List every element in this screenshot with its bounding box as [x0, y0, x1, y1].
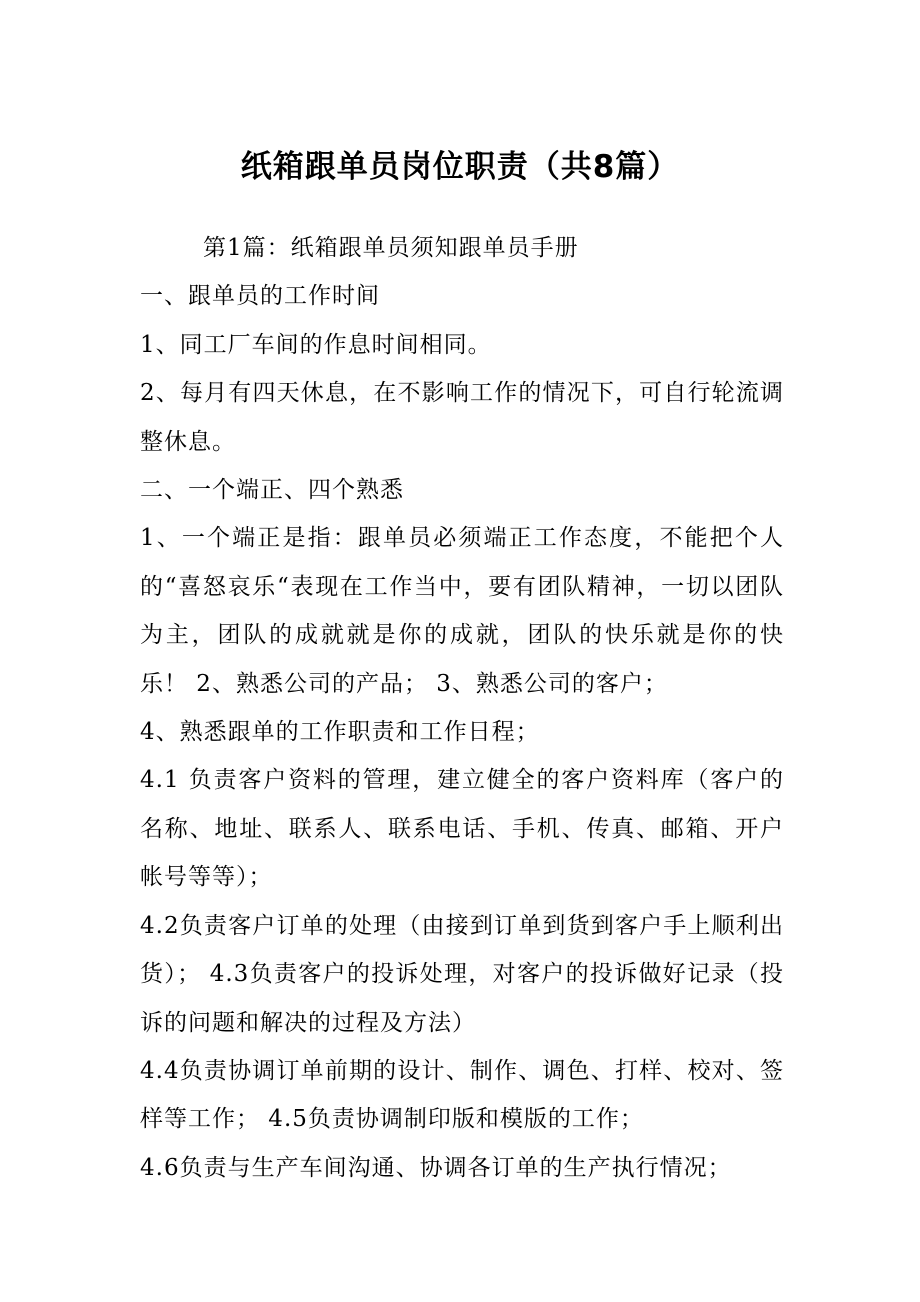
paragraph: 4.2负责客户订单的处理（由接到订单到货到客户手上顺利出货）； 4.3负责客户的投诉处理，对客户的投诉做好记录（投诉的问题和解决的过程及方法）: [140, 912, 784, 1036]
document-title: 纸箱跟单员岗位职责（共8篇）: [240, 149, 680, 185]
section-heading: 一、跟单员的工作时间: [140, 283, 380, 310]
paragraph: 2、每月有四天休息，在不影响工作的情况下，可自行轮流调整休息。: [140, 380, 784, 455]
section-heading: 二、一个端正、四个熟悉: [140, 477, 404, 504]
paragraph: 1、同工厂车间的作息时间相同。: [140, 331, 492, 358]
paragraph: 4.6负责与生产车间沟通、协调各订单的生产执行情况；: [140, 1154, 732, 1181]
paragraph: 4.1 负责客户资料的管理，建立健全的客户资料库（客户的名称、地址、联系人、联系电话、手机、传真、邮箱、开户帐号等等）；: [140, 767, 784, 891]
paragraph: 4.4负责协调订单前期的设计、制作、调色、打样、校对、签样等工作； 4.5负责协调制印版和模版的工作；: [140, 1057, 784, 1133]
document-body: [140, 224, 784, 1192]
paragraph: 1、一个端正是指：跟单员必须端正工作态度，不能把个人的“喜怒哀乐“表现在工作当中，要有团队精神，一切以团队为主，团队的成就就是你的成就，团队的快乐就是你的快乐！ 2、熟悉公司的产品； 3、熟悉公司的客户；: [140, 525, 784, 697]
paragraph: 4、熟悉跟单的工作职责和工作日程；: [140, 719, 540, 746]
chapter-heading: 第1篇：纸箱跟单员须知跟单员手册: [203, 235, 579, 261]
